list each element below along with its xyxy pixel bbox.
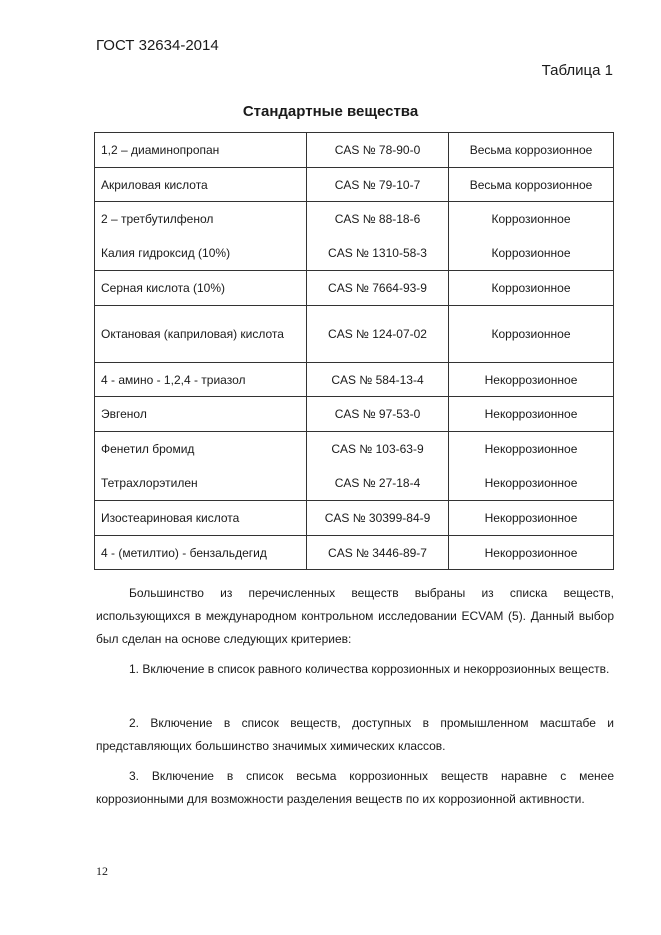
table-row (95, 466, 614, 501)
corrosivity-class: Некоррозионное (449, 363, 614, 397)
intro-paragraph: Большинство из перечисленных веществ выбраны из списка веществ, использующихся в международном контрольном исследовании ECVAM (5). Данный выбор был сделан на основе следующих критериев: (96, 586, 614, 646)
table-row (95, 237, 614, 271)
substance-name: Эвгенол (95, 397, 307, 432)
table-row (95, 536, 614, 570)
substance-name: Калия гидроксид (10%) (95, 237, 307, 271)
cas-number: CAS № 79-10-7 (307, 168, 449, 202)
table-row (95, 271, 614, 306)
cas-number: CAS № 88-18-6 (307, 202, 449, 237)
corrosivity-class: Некоррозионное (449, 432, 614, 466)
table-row (95, 501, 614, 536)
cas-number: CAS № 103-63-9 (307, 432, 449, 466)
criterion-3: 3. Включение в список весьма коррозионных веществ наравне с менее коррозионными для возможности разделения веществ по их коррозионной активности. (96, 769, 614, 806)
corrosivity-class: Коррозионное (449, 237, 614, 271)
table-title: Стандартные вещества (242, 103, 419, 120)
corrosivity-class: Весьма коррозионное (449, 133, 614, 168)
substance-name: Серная кислота (10%) (95, 271, 307, 306)
page-number: 12 (96, 864, 108, 878)
substance-name: 2 – третбутилфенол (95, 202, 307, 237)
corrosivity-class: Коррозионное (449, 306, 614, 363)
cas-number: CAS № 3446-89-7 (307, 536, 449, 570)
cas-number: CAS № 124-07-02 (307, 306, 449, 363)
cas-number: CAS № 27-18-4 (307, 466, 449, 501)
corrosivity-class: Весьма коррозионное (449, 168, 614, 202)
criterion-2: 2. Включение в список веществ, доступных в промышленном масштабе и представляющих большинство значимых химических классов. (96, 716, 614, 753)
cas-number: CAS № 1310-58-3 (307, 237, 449, 271)
table-row (95, 168, 614, 202)
substance-name: Тетрахлорэтилен (95, 466, 307, 501)
corrosivity-class: Некоррозионное (449, 536, 614, 570)
cas-number: CAS № 7664-93-9 (307, 271, 449, 306)
table-row (95, 397, 614, 432)
table-row (95, 202, 614, 237)
cas-number: CAS № 584-13-4 (307, 363, 449, 397)
substances-table (94, 132, 614, 570)
cas-number: CAS № 97-53-0 (307, 397, 449, 432)
cas-number: CAS № 30399-84-9 (307, 501, 449, 536)
substance-name: Фенетил бромид (95, 432, 307, 466)
substance-name: Акриловая кислота (95, 168, 307, 202)
table-row (95, 133, 614, 168)
corrosivity-class: Некоррозионное (449, 501, 614, 536)
corrosivity-class: Коррозионное (449, 202, 614, 237)
document-code: ГОСТ 32634-2014 (96, 37, 219, 54)
corrosivity-class: Некоррозионное (449, 466, 614, 501)
substance-name: Изостеариновая кислота (95, 501, 307, 536)
corrosivity-class: Некоррозионное (449, 397, 614, 432)
substance-name: 4 - (метилтио) - бензальдегид (95, 536, 307, 570)
substance-name: 1,2 – диаминопропан (95, 133, 307, 168)
table-row (95, 363, 614, 397)
table-label: Таблица 1 (541, 62, 613, 79)
criterion-1: 1. Включение в список равного количества коррозионных и некоррозионных веществ. (129, 662, 610, 676)
corrosivity-class: Коррозионное (449, 271, 614, 306)
substance-name: 4 - амино - 1,2,4 - триазол (95, 363, 307, 397)
table-row (95, 432, 614, 466)
substance-name: Октановая (каприловая) кислота (95, 306, 307, 363)
cas-number: CAS № 78-90-0 (307, 133, 449, 168)
table-row (95, 306, 614, 363)
